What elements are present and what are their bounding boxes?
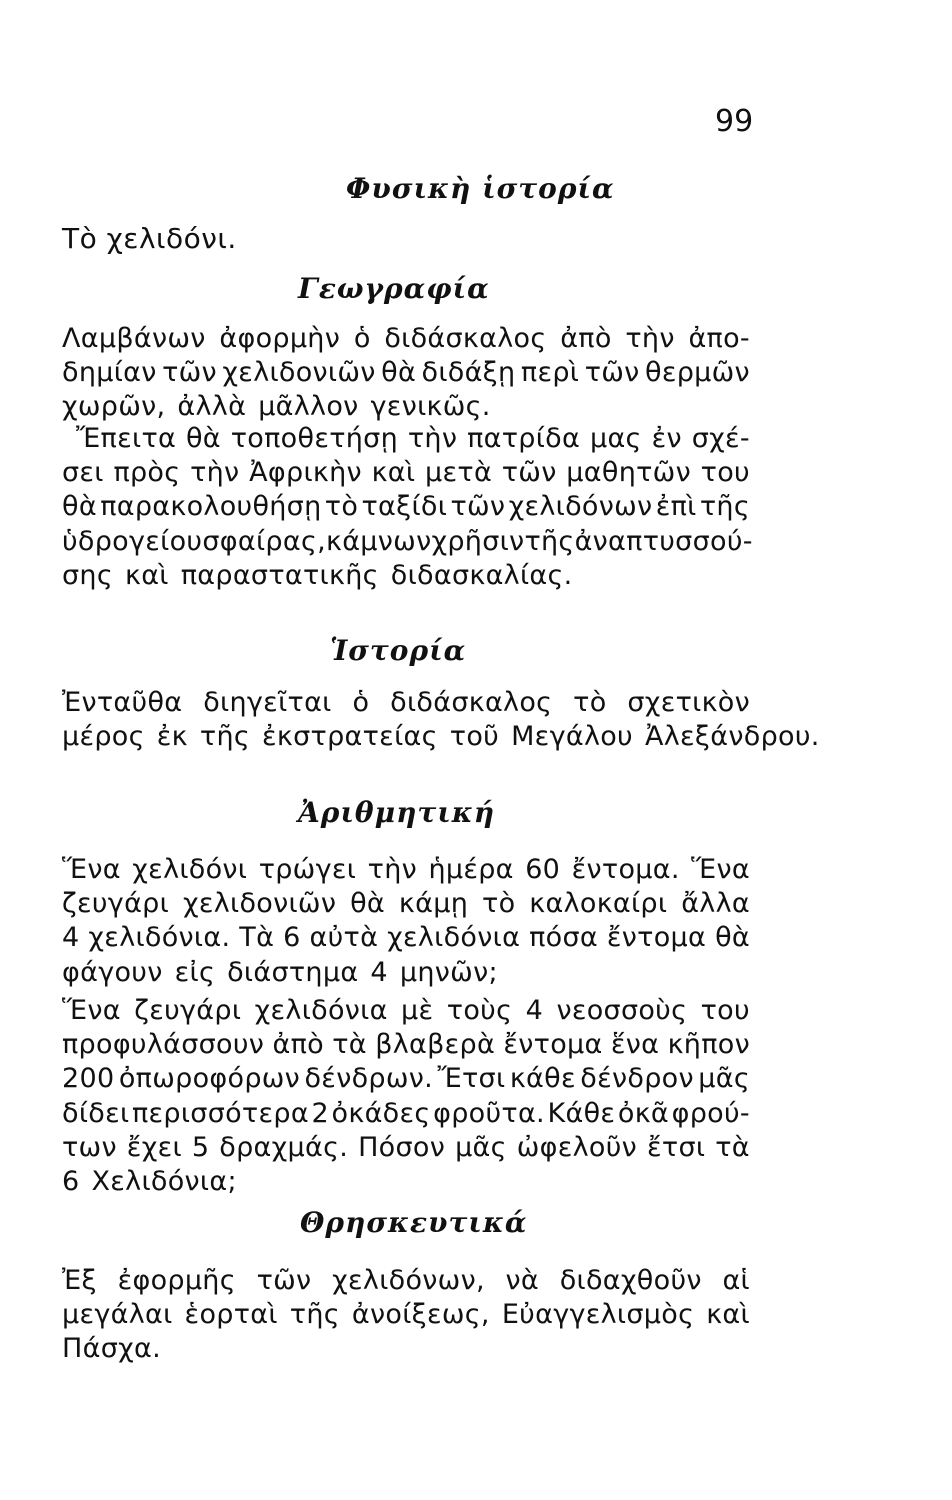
word: διδάσκαλος xyxy=(384,323,547,354)
word: Ἔτσι xyxy=(437,1063,506,1095)
word: τῶν xyxy=(501,457,557,489)
word: νεοσσοὺς xyxy=(556,995,688,1026)
text-line xyxy=(62,456,750,490)
heading-arithmetic: Ἀριθμητική xyxy=(298,796,496,829)
word: μας xyxy=(589,423,642,454)
word: ἔχει xyxy=(126,1131,182,1163)
word: Ἕνα xyxy=(691,854,750,885)
word: διάστημα xyxy=(227,956,359,988)
word: των xyxy=(62,1131,117,1163)
word: βλαβερὰ xyxy=(375,1029,496,1061)
word: τῆς xyxy=(199,721,251,753)
word: νὰ xyxy=(505,1265,540,1296)
word: πόσα xyxy=(529,922,598,954)
word: ὀκάδες xyxy=(331,1097,431,1129)
word: Πόσον xyxy=(358,1131,446,1163)
word: μᾶλλον xyxy=(258,391,359,423)
text-line xyxy=(62,559,750,593)
word: θὰ xyxy=(715,922,750,954)
text-line xyxy=(62,1097,750,1131)
word: χωρῶν, xyxy=(62,391,166,423)
word: φάγουν xyxy=(62,956,163,988)
word: Ἐξ xyxy=(62,1265,97,1296)
word: μέρος xyxy=(62,721,145,753)
text-line xyxy=(62,1062,750,1096)
word: ὀπωροφόρων xyxy=(118,1063,301,1095)
word: χελιδόνι xyxy=(132,854,248,885)
word: θερμῶν xyxy=(645,357,750,389)
word: ἑορταὶ xyxy=(184,1299,278,1331)
word: τὴν xyxy=(407,423,458,454)
geography-paragraph-2 xyxy=(62,422,753,593)
text-line xyxy=(62,1131,750,1165)
word: σει xyxy=(62,457,104,489)
arithmetic-paragraph-1 xyxy=(62,853,750,990)
text-line xyxy=(62,1332,750,1366)
word: 4 xyxy=(370,956,388,988)
word: ἐκστρατείας xyxy=(262,721,438,753)
word: θὰ xyxy=(381,357,417,389)
word: τῶν xyxy=(256,1265,312,1296)
word: 6 xyxy=(62,1165,80,1197)
text-line xyxy=(62,422,750,456)
heading-history: Ἱστορία xyxy=(330,634,467,667)
word: αἱ xyxy=(722,1265,750,1296)
word: τῆς xyxy=(699,491,750,523)
word: καὶ xyxy=(371,457,416,489)
word: ἐν xyxy=(651,423,682,454)
word: θὰ xyxy=(62,491,97,523)
word: καὶ xyxy=(706,1299,750,1331)
word: σης xyxy=(62,559,113,591)
word: τὸ xyxy=(482,888,516,920)
word: ἀπο- xyxy=(688,323,750,354)
word: τὴν xyxy=(190,457,240,489)
word: τὰ xyxy=(332,1029,367,1061)
word: τὴν xyxy=(625,323,675,354)
word: μηνῶν; xyxy=(399,956,498,988)
word: Ἀφρικὴν xyxy=(249,457,362,489)
word: χελιδονιῶν xyxy=(222,357,376,389)
word: ὑδρογείου xyxy=(62,525,203,557)
word: ἐπὶ xyxy=(655,491,697,523)
word: καὶ xyxy=(124,559,169,591)
word: τοὺς xyxy=(446,995,513,1026)
word: κάμῃ xyxy=(398,888,469,920)
word: Λαμβάνων xyxy=(62,323,206,354)
word: ἔντομα xyxy=(606,922,707,954)
word: ἀλλὰ xyxy=(177,391,247,423)
word: 6 xyxy=(283,922,301,954)
word: Ἕνα xyxy=(62,995,121,1026)
word: 4 xyxy=(525,995,544,1026)
word: Εὐαγγελισμὸς xyxy=(501,1299,695,1331)
text-line xyxy=(62,994,750,1028)
word: χελιδόνων, xyxy=(332,1265,485,1296)
word: Μεγάλου xyxy=(511,721,633,753)
word: ταξίδι xyxy=(361,491,448,523)
word: παρακολουθήσῃ xyxy=(100,491,322,523)
word: θὰ xyxy=(185,423,221,454)
word: 5 xyxy=(191,1131,210,1163)
word: δένδρων. xyxy=(304,1063,434,1095)
word: ἀφορμὴν xyxy=(219,323,341,354)
word: τῶν xyxy=(162,357,217,389)
word: χελιδόνια xyxy=(254,995,388,1026)
word: 60 xyxy=(525,854,561,885)
page-number: 99 xyxy=(715,104,754,139)
text-line xyxy=(62,887,750,921)
word: διδάσκαλος xyxy=(390,687,553,718)
word: χελιδόνια xyxy=(387,922,521,954)
word: ἀπὸ xyxy=(272,1029,324,1061)
word: μᾶς xyxy=(455,1131,507,1163)
word: φρού- xyxy=(671,1097,750,1129)
word: Ἐνταῦθα xyxy=(62,687,183,718)
word: Πάσχα. xyxy=(62,1333,161,1365)
word: δραχμάς. xyxy=(219,1131,349,1163)
word: αὐτὰ xyxy=(309,922,379,954)
text-line xyxy=(62,720,820,754)
word: διηγεῖται xyxy=(203,687,332,718)
word: ἔντομα. xyxy=(571,854,680,885)
word: μᾶς xyxy=(698,1063,750,1095)
word: τὸ xyxy=(324,491,359,523)
word: χελιδόνια. xyxy=(88,922,231,954)
word: Τὰ xyxy=(239,922,275,954)
word: ἐφορμῆς xyxy=(117,1265,236,1296)
word: Κάθε xyxy=(547,1097,616,1129)
word: ἄλλα xyxy=(681,888,750,920)
word: προφυλάσσουν xyxy=(62,1029,265,1061)
text-line xyxy=(62,921,750,955)
word: χελιδονιῶν xyxy=(182,888,337,920)
religion-paragraph xyxy=(62,1264,750,1367)
word: τῶν xyxy=(450,491,506,523)
word: ζευγάρι xyxy=(134,995,242,1026)
arithmetic-paragraph-2 xyxy=(62,994,750,1199)
word: παραστατικῆς xyxy=(180,559,379,591)
word: μαθητῶν xyxy=(566,457,691,489)
word: ἀνοίξεως, xyxy=(351,1299,490,1331)
word: διδασκαλίας. xyxy=(390,559,573,591)
word: καλοκαίρι xyxy=(529,888,668,920)
word: ὀκᾶ xyxy=(617,1097,670,1129)
heading-religious-studies: Θρησκευτικά xyxy=(300,1206,528,1239)
text-line xyxy=(62,1028,750,1062)
word: μὲ xyxy=(401,995,434,1026)
word: του xyxy=(700,457,750,489)
word: περισσότερα xyxy=(131,1097,309,1129)
word: ἐκ xyxy=(156,721,188,753)
word: θὰ xyxy=(350,888,386,920)
text-line xyxy=(62,853,750,887)
word: Ἀλεξάνδρου. xyxy=(644,721,820,753)
word: διδάξῃ xyxy=(421,357,516,389)
text-line xyxy=(62,1298,750,1332)
word: χρῆσιν xyxy=(431,525,525,557)
word: κῆπον xyxy=(667,1029,750,1061)
text-line xyxy=(62,322,750,356)
word: δίδει xyxy=(62,1097,130,1129)
word: Ἕνα xyxy=(62,854,121,885)
word: ἕνα xyxy=(610,1029,660,1061)
word: τῶν xyxy=(584,357,640,389)
word: τῆς xyxy=(524,525,575,557)
word: τῆς xyxy=(289,1299,340,1331)
text-line xyxy=(62,525,753,559)
word: γενικῶς. xyxy=(370,391,491,423)
text-line xyxy=(62,1165,750,1199)
word: 2 xyxy=(311,1097,329,1129)
geography-paragraph-1 xyxy=(62,322,750,425)
word: μεγάλαι xyxy=(62,1299,173,1331)
text-line xyxy=(62,390,750,424)
word: σχέ- xyxy=(691,423,750,454)
heading-geography: Γεωγραφία xyxy=(298,272,490,305)
word: ἡμέρα xyxy=(428,854,514,885)
word: μετὰ xyxy=(425,457,493,489)
history-paragraph xyxy=(62,686,820,754)
word: περὶ xyxy=(520,357,580,389)
word: σχετικὸν xyxy=(627,687,750,718)
word: ὠφελοῦν xyxy=(516,1131,638,1163)
word: ζευγάρι xyxy=(62,888,170,920)
word: σφαίρας, xyxy=(202,525,326,557)
word: ἔντομα xyxy=(503,1029,603,1061)
word: ὁ xyxy=(352,687,370,718)
word: ἀπὸ xyxy=(560,323,612,354)
word: χελιδόνων xyxy=(508,491,653,523)
word: δένδρον xyxy=(580,1063,694,1095)
word: διδαχθοῦν xyxy=(559,1265,702,1296)
word: κάθε xyxy=(509,1063,576,1095)
text-line xyxy=(62,356,750,390)
heading-natural-history: Φυσικὴ ἱστορία xyxy=(346,172,615,205)
word: ἀναπτυσσού- xyxy=(574,525,753,557)
word: τρώγει xyxy=(258,854,357,885)
word: ἔτσι xyxy=(647,1131,706,1163)
word: Χελιδόνια; xyxy=(91,1165,237,1197)
word: ὁ xyxy=(353,323,371,354)
word: εἰς xyxy=(174,956,216,988)
text-line xyxy=(62,686,750,720)
word: τὸ xyxy=(573,687,607,718)
word: Ἔπειτα xyxy=(76,423,177,454)
text-line xyxy=(62,956,750,990)
word: κάμνων xyxy=(325,525,432,557)
lesson-topic: Τὸ χελιδόνι. xyxy=(62,222,237,255)
word: 4 xyxy=(62,922,80,954)
word: τοῦ xyxy=(449,721,500,753)
word: 200 xyxy=(62,1063,115,1095)
word: τὰ xyxy=(715,1131,750,1163)
word: τὴν xyxy=(367,854,417,885)
word: του xyxy=(700,995,750,1026)
text-line xyxy=(62,490,750,524)
word: πατρίδα xyxy=(467,423,581,454)
text-line xyxy=(62,1264,750,1298)
word: πρὸς xyxy=(113,457,181,489)
word: τοποθετήσῃ xyxy=(230,423,399,454)
word: δημίαν xyxy=(62,357,157,389)
word: φροῦτα. xyxy=(433,1097,545,1129)
